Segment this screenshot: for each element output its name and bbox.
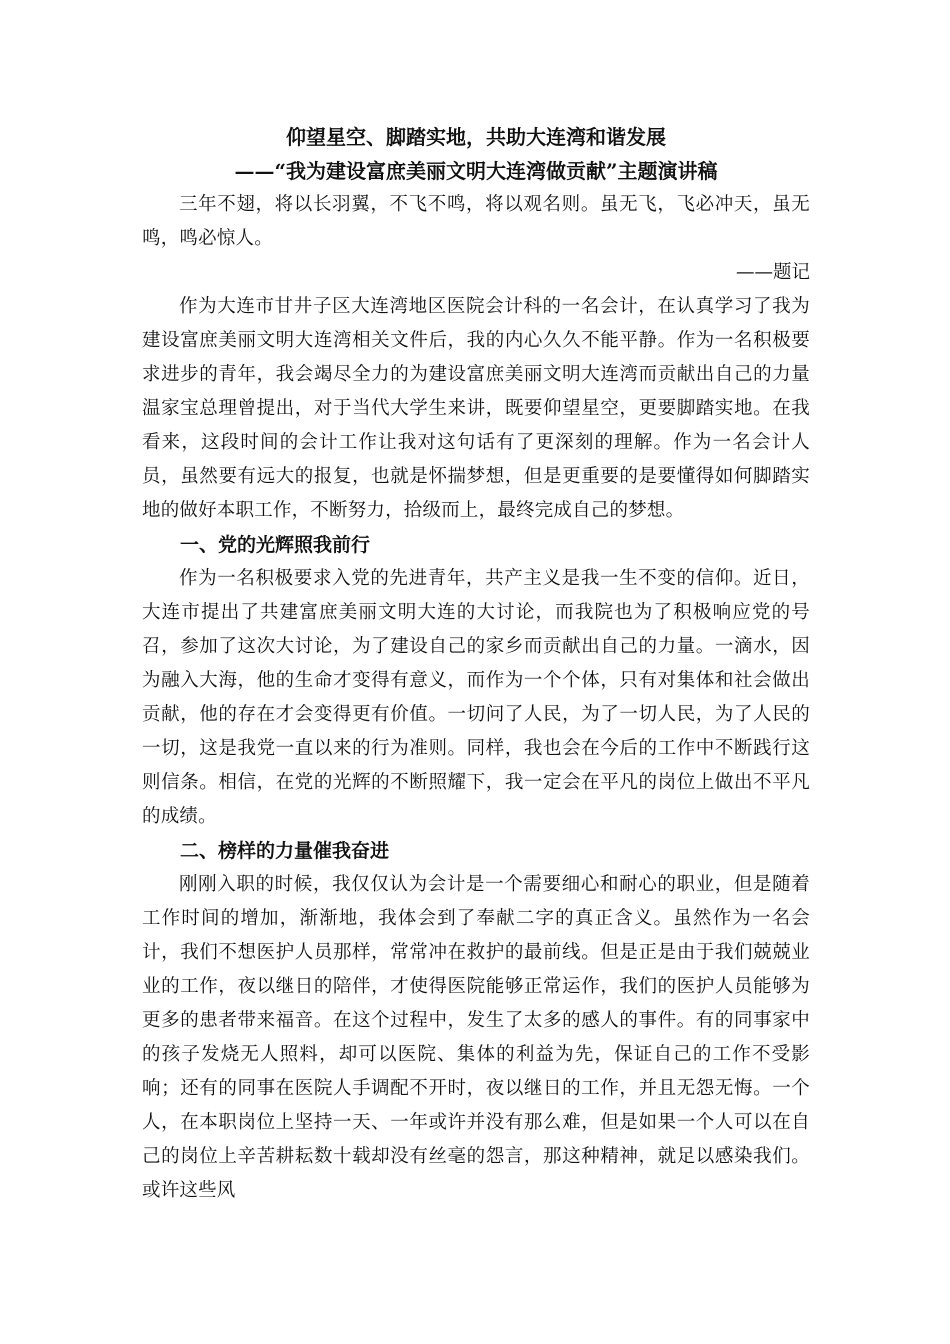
section1-heading: 一、党的光辉照我前行 bbox=[180, 534, 371, 556]
epigraph: 三年不翅，将以长羽翼，不飞不鸣，将以观名则。虽无飞，飞必冲天，虽无鸣，鸣必惊人。 bbox=[142, 194, 810, 249]
section2-paragraph: 刚刚入职的时候，我仅仅认为会计是一个需要细心和耐心的职业，但是随着工作时间的增加，渐渐地，我体会到了奉献二字的真正含义。虽然作为一名会计，我们不想医护人员那样，常常冲在救护的最前线。但是正是由于我们兢兢业业的工作，夜以继日的陪伴，才使得医院能够正常运作，我们的医护人员能够为更多的患者带来福音。在这个过程中，发生了太多的感人的事件。有的同事家中的孩子发烧无人照料，却可以医院、集体的利益为先，保证自己的工作不受影响；还有的同事在医院人手调配不开时，夜以继日的工作，并且无怨无悔。一个人，在本职岗位上坚持一天、一年或许并没有那么难，但是如果一个人可以在自己的岗位上辛苦耕耘数十载却没有丝毫的怨言，那这种精神，就足以感染我们。或许这些风 bbox=[142, 874, 810, 1201]
document-subtitle: ——“我为建设富庶美丽文明大连湾做贡献”主题演讲稿 bbox=[234, 159, 718, 183]
epigraph-attribution: ——题记 bbox=[735, 262, 810, 283]
section2-heading: 二、榜样的力量催我奋进 bbox=[180, 840, 390, 862]
intro-paragraph: 作为大连市甘井子区大连湾地区医院会计科的一名会计，在认真学习了我为建设富庶美丽文明大连湾相关文件后，我的内心久久不能平静。作为一名积极要求进步的青年，我会竭尽全力的为建设富庶美丽文明大连湾而贡献出自己的力量温家宝总理曾提出，对于当代大学生来讲，既要仰望星空，更要脚踏实地。在我看来，这段时间的会计工作让我对这句话有了更深刻的理解。作为一名会计人员，虽然要有远大的报复，也就是怀揣梦想，但是更重要的是要懂得如何脚踏实地的做好本职工作，不断努力，拾级而上，最终完成自己的梦想。 bbox=[142, 296, 810, 521]
section1-paragraph: 作为一名积极要求入党的先进青年，共产主义是我一生不变的信仰。近日，大连市提出了共建富庶美丽文明大连的大讨论，而我院也为了积极响应党的号召，参加了这次大讨论，为了建设自己的家乡而贡献出自己的力量。一滴水，因为融入大海，他的生命才变得有意义，而作为一个个体，只有对集体和社会做出贡献，他的存在才会变得更有价值。一切问了人民，为了一切人民，为了人民的一切，这是我党一直以来的行为准则。同样，我也会在今后的工作中不断践行这则信条。相信，在党的光辉的不断照耀下，我一定会在平凡的岗位上做出不平凡的成绩。 bbox=[142, 568, 810, 827]
document-title: 仰望星空、脚踏实地，共助大连湾和谐发展 bbox=[286, 125, 666, 149]
document-body bbox=[142, 120, 810, 1208]
